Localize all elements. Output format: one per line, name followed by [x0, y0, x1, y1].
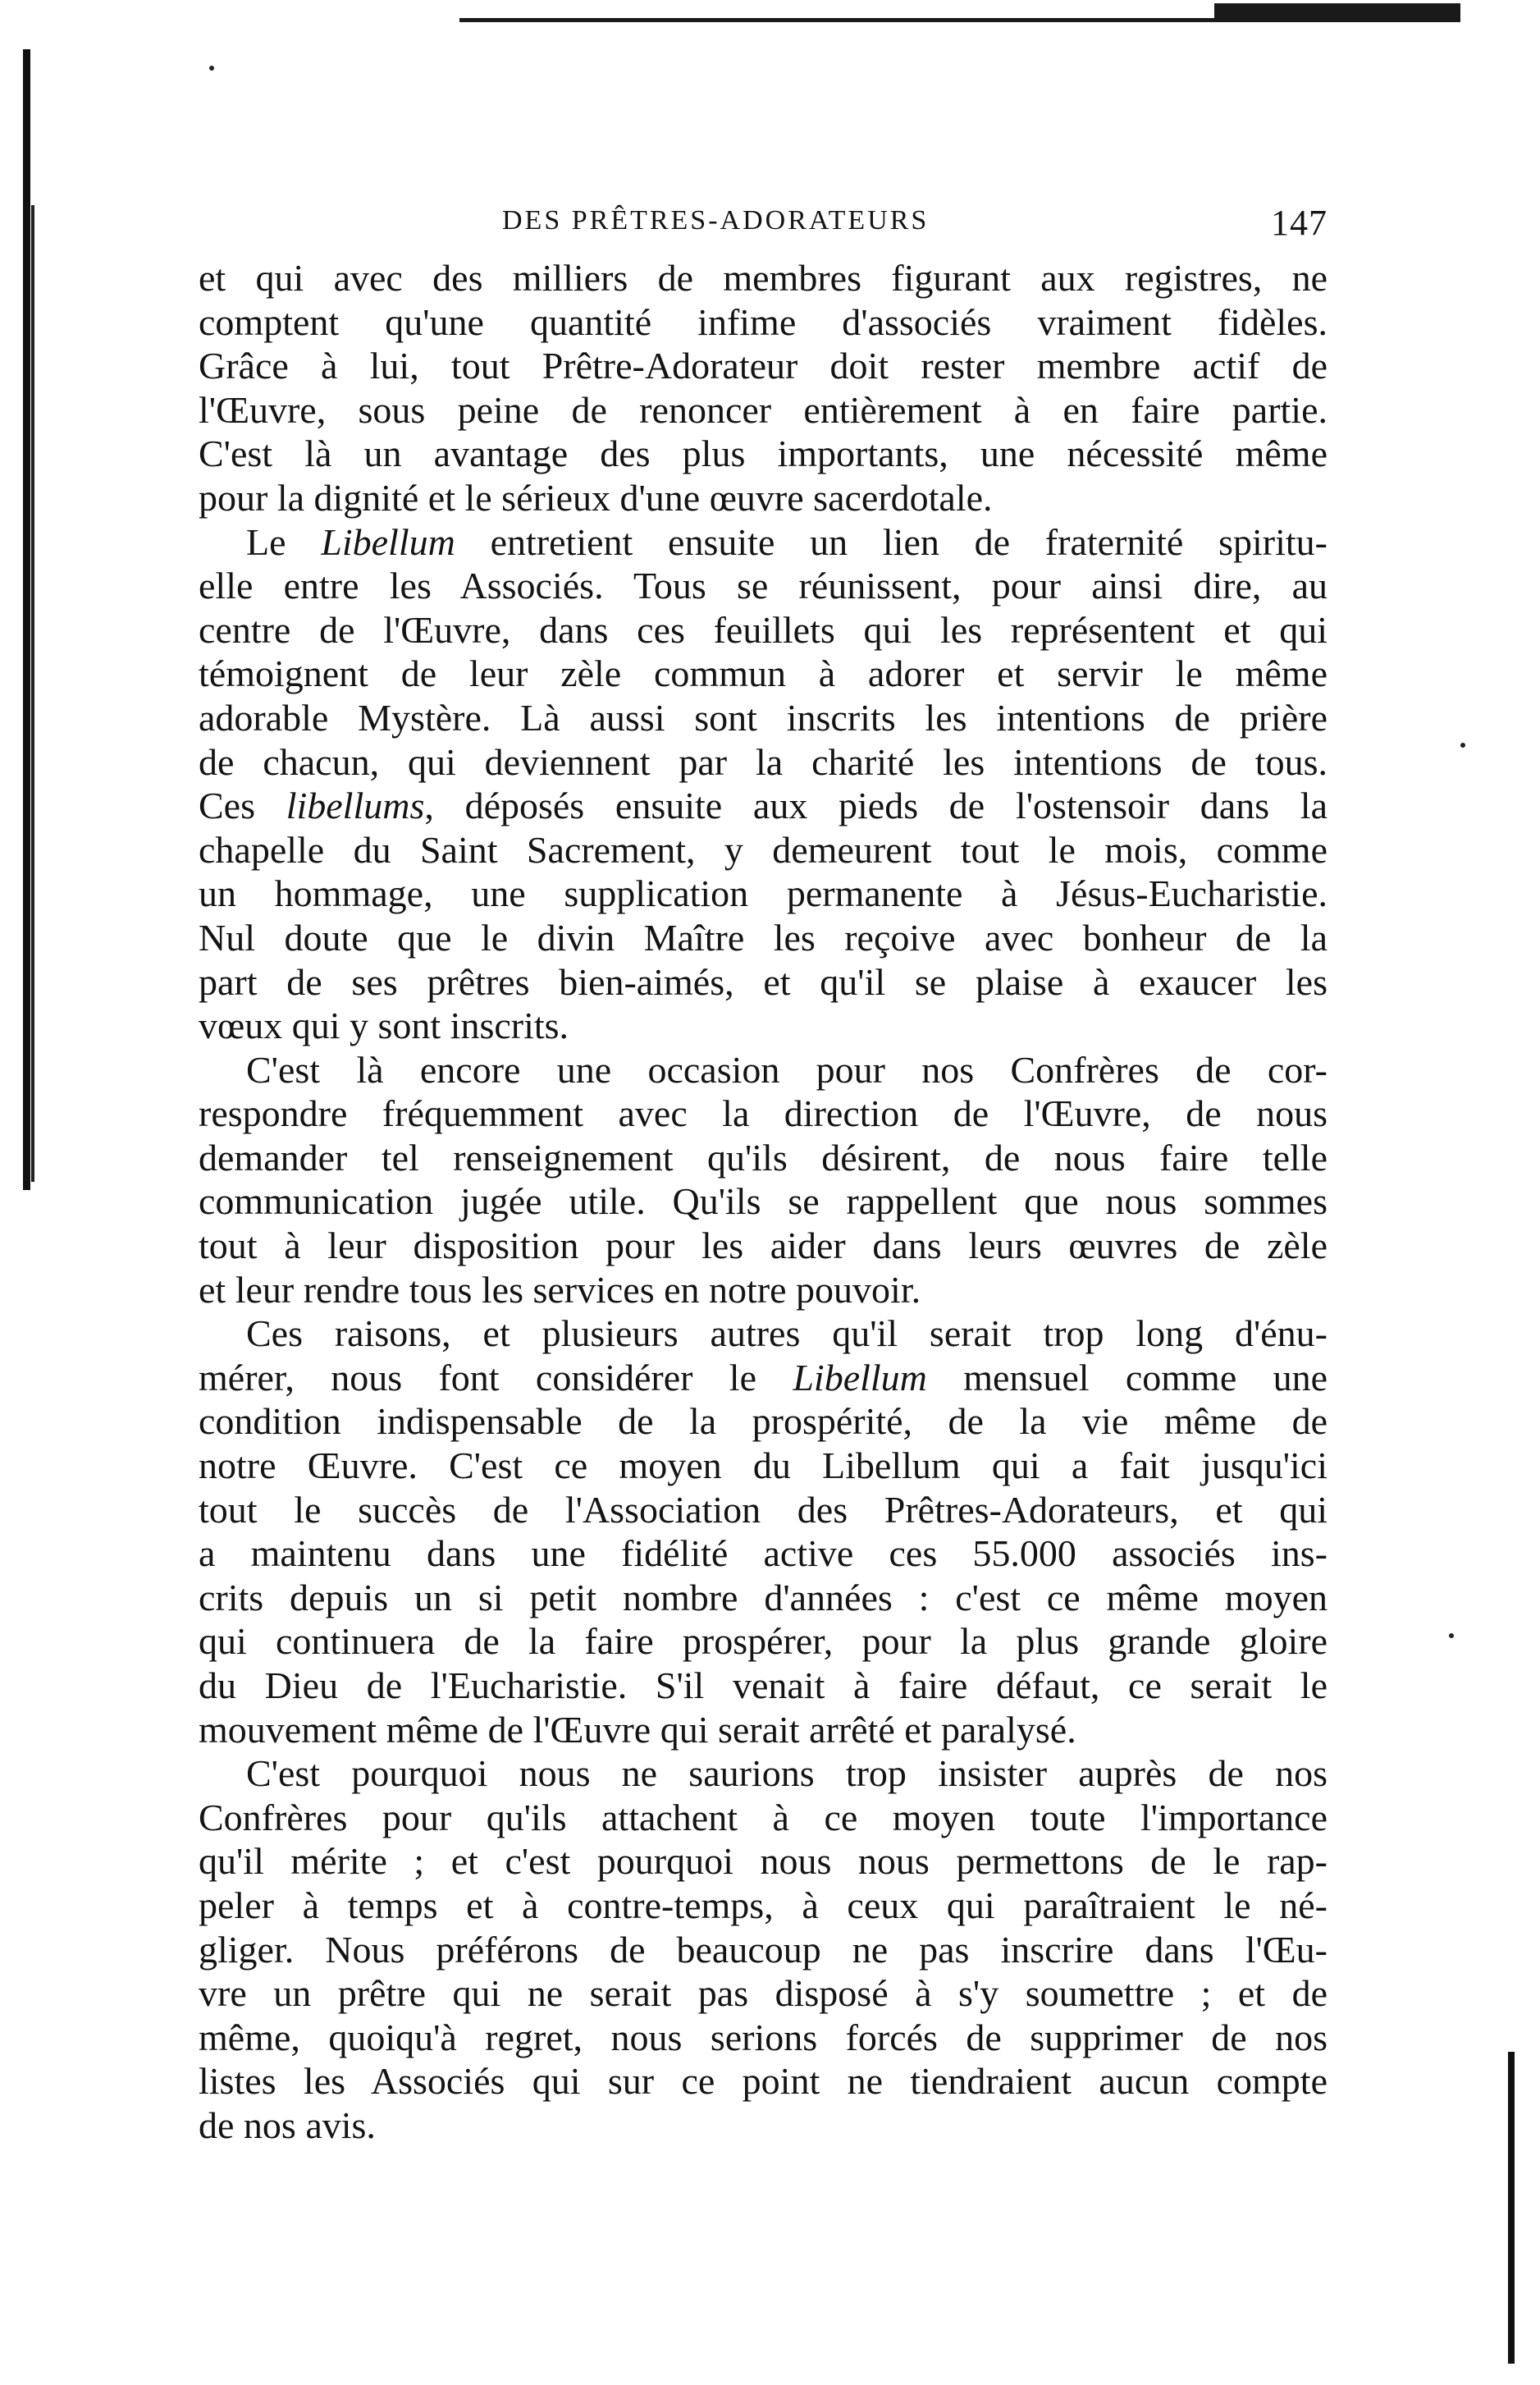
italic-term: Libellum — [321, 520, 455, 563]
text-line: vre un prêtre qui ne serait pas disposé à s'y soumettre ; et de — [199, 1972, 1328, 2015]
text-line: Confrères pour qu'ils attachent à ce moyen toute l'importance — [199, 1796, 1328, 1838]
paragraph-start-line: Ces raisons, et plusieurs autres qu'il serait trop long d'énu- — [246, 1312, 1328, 1355]
text-line: et leur rendre tous les services en notre pouvoir. — [199, 1268, 921, 1311]
text-line: qui continuera de la faire prospérer, pour la plus grande gloire — [199, 1620, 1328, 1663]
text-line: de nos avis. — [199, 2103, 376, 2146]
text-line: listes les Associés qui sur ce point ne tiendraient aucun compte — [199, 2060, 1328, 2103]
text-line: communication jugée utile. Qu'ils se rappellent que nous sommes — [199, 1180, 1328, 1223]
left-scan-edge-inner — [31, 205, 34, 1182]
text-line: Ces libellums, déposés ensuite aux pieds de l'ostensoir dans la — [199, 785, 1328, 827]
text-line: vœux qui y sont inscrits. — [199, 1005, 569, 1047]
paragraph-start-line: C'est pourquoi nous ne saurions trop insister auprès de nos — [246, 1752, 1328, 1795]
text-line: notre Œuvre. C'est ce moyen du Libellum qui a fait jusqu'ici — [199, 1444, 1328, 1487]
text-line: a maintenu dans une fidélité active ces 55.000 associés ins- — [199, 1532, 1328, 1575]
text-line: peler à temps et à contre-temps, à ceux qui paraîtraient le né- — [199, 1884, 1328, 1926]
page-number: 147 — [1271, 203, 1328, 243]
text-line: Nul doute que le divin Maître les reçoive avec bonheur de la — [199, 916, 1328, 959]
text-line: comptent qu'une quantité infime d'associés vraiment fidèles. — [199, 300, 1328, 343]
text-line: adorable Mystère. Là aussi sont inscrits les intentions de prière — [199, 696, 1328, 739]
text-line: chapelle du Saint Sacrement, y demeurent tout le mois, comme — [199, 828, 1328, 871]
text-line: elle entre les Associés. Tous se réunissent, pour ainsi dire, au — [199, 565, 1328, 607]
top-border-rule — [459, 0, 1460, 25]
italic-term: libellums — [286, 785, 425, 827]
text-line: gliger. Nous préférons de beaucoup ne pas inscrire dans l'Œu- — [199, 1928, 1328, 1971]
top-rule-block — [1214, 3, 1460, 21]
text-line: mérer, nous font considérer le Libellum mensuel comme une — [199, 1356, 1328, 1398]
text-line: condition indispensable de la prospérité, de la vie même de — [199, 1400, 1328, 1443]
italic-term: Libellum — [793, 1356, 927, 1398]
text-line: du Dieu de l'Eucharistie. S'il venait à faire défaut, ce serait le — [199, 1664, 1328, 1706]
scan-speck — [209, 66, 214, 71]
text-line: C'est là un avantage des plus importants, une nécessité même — [199, 433, 1328, 475]
text-line: mouvement même de l'Œuvre qui serait arrêté et paralysé. — [199, 1708, 1076, 1751]
text-line: de chacun, qui deviennent par la charité les intentions de tous. — [199, 740, 1328, 783]
text-line: part de ses prêtres bien-aimés, et qu'il se plaise à exaucer les — [199, 960, 1328, 1003]
text-line: l'Œuvre, sous peine de renoncer entièrement à en faire partie. — [199, 388, 1328, 431]
text-line: un hommage, une supplication permanente à Jésus-Eucharistie. — [199, 872, 1328, 915]
text-line: témoignent de leur zèle commun à adorer et servir le même — [199, 652, 1328, 695]
text-line: même, quoiqu'à regret, nous serions forcés de supprimer de nos — [199, 2016, 1328, 2058]
paragraph-start-line: C'est là encore une occasion pour nos Confrères de cor- — [246, 1048, 1328, 1091]
body-text — [199, 256, 1328, 2148]
text-line: et qui avec des milliers de membres figurant aux registres, ne — [199, 257, 1328, 299]
text-line: qu'il mérite ; et c'est pourquoi nous nous permettons de le rap- — [199, 1840, 1328, 1883]
running-head: DES PRÊTRES-ADORATEURS — [502, 205, 930, 236]
text-line: crits depuis un si petit nombre d'années : c'est ce même moyen — [199, 1576, 1328, 1618]
text-line: centre de l'Œuvre, dans ces feuillets qui les représentent et qui — [199, 608, 1328, 651]
left-scan-edge — [23, 49, 30, 1190]
text-line: respondre fréquemment avec la direction de l'Œuvre, de nous — [199, 1092, 1328, 1135]
text-line: pour la dignité et le sérieux d'une œuvre sacerdotale. — [199, 476, 993, 519]
text-line: demander tel renseignement qu'ils désirent, de nous faire telle — [199, 1136, 1328, 1179]
text-line: tout à leur disposition pour les aider dans leurs œuvres de zèle — [199, 1225, 1328, 1267]
paragraph-start-line: Le Libellum entretient ensuite un lien de fraternité spiritu- — [246, 520, 1328, 563]
right-scan-edge — [1508, 2052, 1515, 2364]
text-line: Grâce à lui, tout Prêtre-Adorateur doit rester membre actif de — [199, 345, 1328, 387]
scan-speck — [1449, 1633, 1454, 1638]
text-line: tout le succès de l'Association des Prêtres-Adorateurs, et qui — [199, 1488, 1328, 1531]
page-header — [199, 199, 1328, 248]
scan-speck — [1460, 743, 1465, 748]
